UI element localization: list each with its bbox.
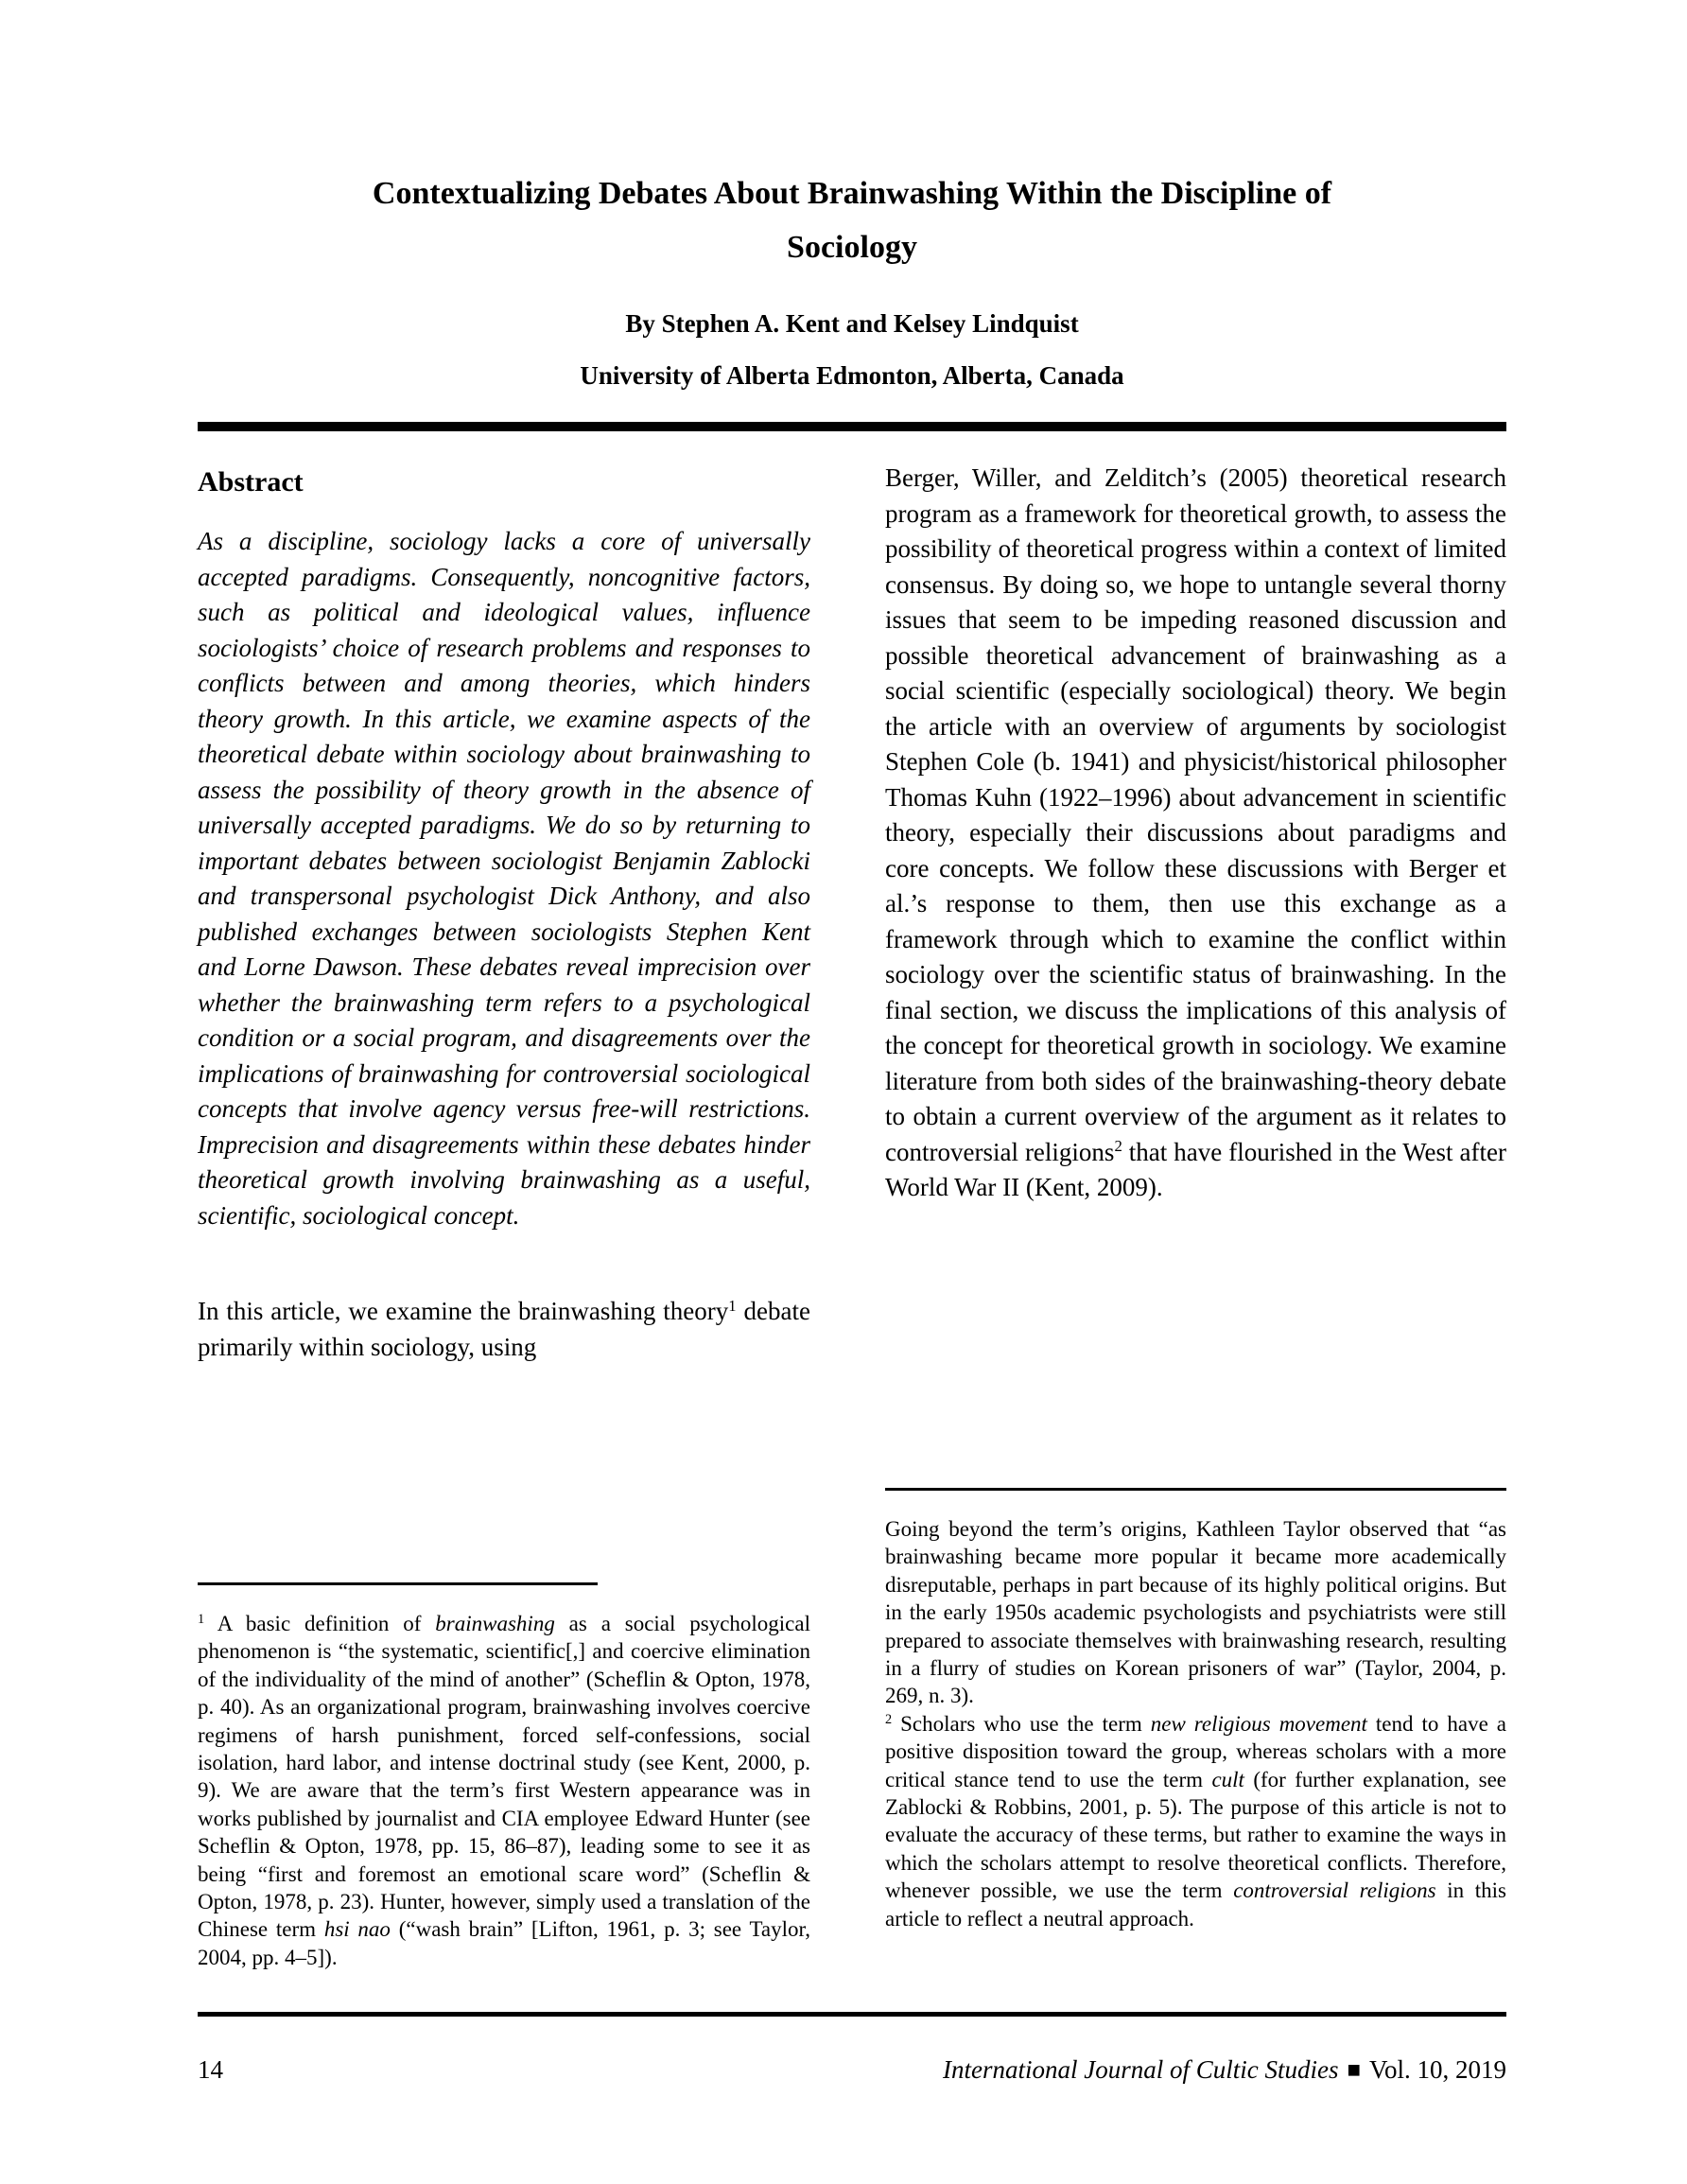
header-divider-rule bbox=[198, 422, 1506, 431]
footer-divider-rule bbox=[198, 2012, 1506, 2017]
footnote-continuation-separator-rule bbox=[885, 1488, 1506, 1491]
footnote-1-continuation: Going beyond the term’s origins, Kathleen Taylor observed that “as brainwashing became more popular it became more academically disreputable, perhaps in part because of its highly political origins. But in the early 1950s academic psychologists and psychiatrists were still prepared to associate themselves with brainwashing research, resulting in a flurry of studies on Korean prisoners of war” (Taylor, 2004, p. 269, n. 3). bbox=[885, 1517, 1506, 1708]
footnote-separator-rule bbox=[198, 1582, 598, 1585]
volume-info: Vol. 10, 2019 bbox=[1368, 2055, 1506, 2084]
footnote-1: $^1$ A basic definition of brainwashing as a social psychological phenomenon is “the systematic, scientific[,] and coercive elimination of the individuality of the mind of another” (Scheflin & Opton, 1978, p. 40). As an organizational program, brainwashing involves coercive regimens of harsh punishment, forced self-confessions, social isolation, hard labor, and intense doctrinal study (see Kent, 2000, p. 9). We are aware that the term’s first Western appearance was in works published by journalist and CIA employee Edward Hunter (see Scheflin & Opton, 1978, pp. 15, 86–87), leading some to see it as being “first and foremost an emotional scare word” (Scheflin & Opton, 1978, p. 23). Hunter, however, simply used a translation of the Chinese term hsi nao (“wash brain” [Lifton, 1961, p. 3; see Taylor, 2004, pp. 4–5]). bbox=[198, 1612, 811, 1969]
article-title-line1: Contextualizing Debates About Brainwashing Within the Discipline of bbox=[372, 176, 1332, 211]
left-column bbox=[198, 461, 810, 2050]
page-footer bbox=[198, 2053, 1506, 2088]
abstract-heading: Abstract bbox=[198, 466, 304, 498]
journal-name: International Journal of Cultic Studies bbox=[942, 2055, 1339, 2084]
left-footnote-section bbox=[198, 1582, 810, 1971]
byline: By Stephen A. Kent and Kelsey Lindquist bbox=[625, 309, 1079, 338]
right-column bbox=[885, 461, 1506, 2050]
square-bullet-icon: ■ bbox=[1347, 2058, 1361, 2083]
affiliation: University of Alberta Edmonton, Alberta, Canada bbox=[580, 361, 1124, 390]
intro-paragraph: In this article, we examine the brainwashing theory$^1$ debate primarily within sociology, using bbox=[198, 1296, 810, 1361]
page-number: 14 bbox=[198, 2055, 223, 2084]
abstract-text: As a discipline, sociology lacks a core of universally accepted paradigms. Consequently, noncognitive factors, such as political and ideological values, influence sociologists’ choice of research problems and responses to conflicts between and among theories, which hinders theory growth. In this article, we examine aspects of the theoretical debate within sociology about brainwashing to assess the possibility of theory growth in the absence of universally accepted paradigms. We do so by returning to important debates between sociologist Benjamin Zablocki and transpersonal psychologist Dick Anthony, and also published exchanges between sociologists Stephen Kent and Lorne Dawson. These debates reveal imprecision over whether the brainwashing term refers to a psychological condition or a social program, and disagreements over the implications of brainwashing for controversial sociological concepts that involve agency versus free-will restrictions. Imprecision and disagreements within these debates hinder theoretical growth involving brainwashing as a useful, scientific, sociological concept. bbox=[198, 527, 810, 1230]
article-title-line2: Sociology bbox=[787, 230, 917, 265]
footnote-2: $^2$ Scholars who use the term new religious movement tend to have a positive disposition toward the group, whereas scholars with a more critical stance tend to use the term cult (for further explanation, see Zablocki & Robbins, 2001, p. 5). The purpose of this article is not to evaluate the accuracy of these terms, but rather to examine the ways in which the scholars attempt to resolve theoretical conflicts. Therefore, whenever possible, we use the term controversial religions in this article to reflect a neutral approach. bbox=[885, 1711, 1506, 1931]
article-header bbox=[198, 166, 1506, 393]
article-title bbox=[198, 166, 1506, 274]
journal-citation bbox=[943, 2053, 1506, 2088]
right-footnote-section bbox=[885, 1488, 1506, 1932]
body-paragraph: Berger, Willer, and Zelditch’s (2005) theoretical research program as a framework for theoretical growth, to assess the possibility of theoretical progress within a context of limited consensus. By doing so, we hope to untangle several thorny issues that seem to be impeding reasoned discussion and possible theoretical advancement of brainwashing as a social scientific (especially sociological) theory. We begin the article with an overview of arguments by sociologist Stephen Cole (b. 1941) and physicist/historical philosopher Thomas Kuhn (1922–1996) about advancement in scientific theory, especially their discussions about paradigms and core concepts. We follow these discussions with Berger et al.’s response to them, then use this exchange as a framework through which to examine the conflict within sociology over the scientific status of brainwashing. In the final section, we discuss the implications of this analysis of the concept for theoretical growth in sociology. We examine literature from both sides of the brainwashing-theory debate to obtain a current overview of the argument as it relates to controversial religions$^2$ that have flourished in the West after World War II (Kent, 2009). bbox=[885, 463, 1506, 1201]
